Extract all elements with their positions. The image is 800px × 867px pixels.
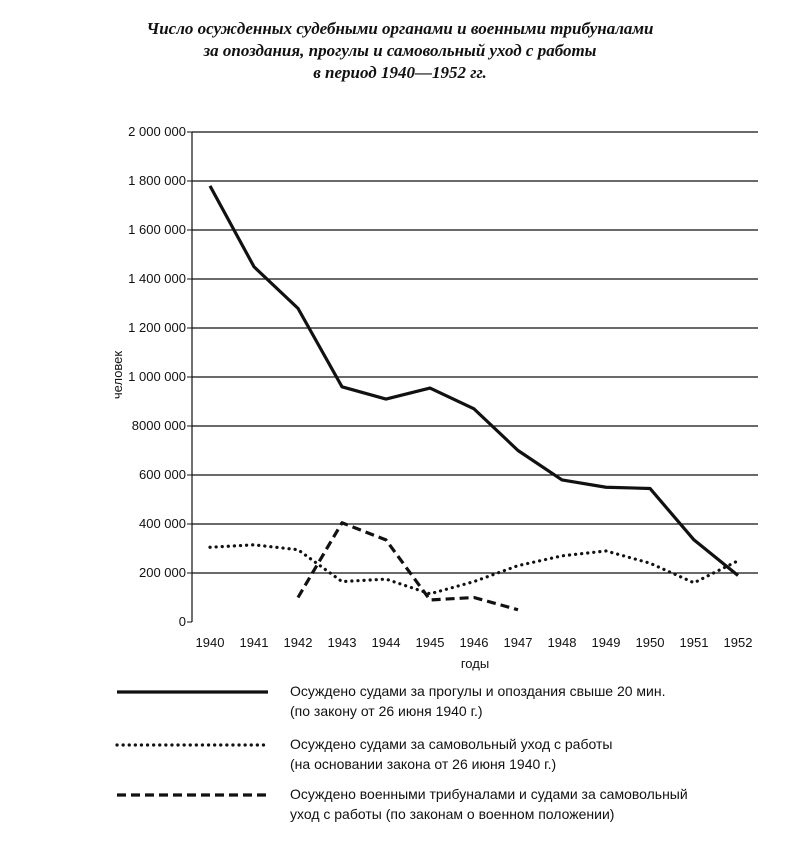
x-tick-label: 1952 <box>723 635 753 650</box>
gridlines <box>187 132 758 622</box>
x-tick-label: 1940 <box>195 635 225 650</box>
x-tick-label: 1944 <box>371 635 401 650</box>
y-tick-label: 1 800 000 <box>128 173 186 188</box>
y-tick-label: 2 000 000 <box>128 124 186 139</box>
x-tick-label: 1947 <box>503 635 533 650</box>
legend-label-line: Осуждено военными трибуналами и судами за самовольный <box>290 786 688 802</box>
y-tick-label: 0 <box>178 614 186 629</box>
series-line-dashed <box>298 523 518 610</box>
x-axis-ticks <box>196 635 753 650</box>
y-tick-label: 1 000 000 <box>128 369 186 384</box>
x-axis-label: годы <box>460 656 490 671</box>
x-tick-label: 1941 <box>239 635 269 650</box>
x-tick-label: 1946 <box>459 635 489 650</box>
y-tick-label: 1 200 000 <box>128 320 186 335</box>
legend-label-line: Осуждено судами за самовольный уход с работы <box>290 736 613 752</box>
y-axis-label: человек <box>110 350 125 400</box>
x-tick-label: 1945 <box>415 635 445 650</box>
y-axis-ticks <box>128 124 186 629</box>
x-tick-label: 1951 <box>679 635 709 650</box>
x-tick-label: 1950 <box>635 635 665 650</box>
y-tick-label: 600 000 <box>139 467 186 482</box>
legend-label-line: уход с работы (по законам о военном положении) <box>290 806 615 822</box>
legend-label-line: (по закону от 26 июня 1940 г.) <box>290 703 483 719</box>
x-tick-label: 1949 <box>591 635 621 650</box>
y-tick-label: 1 400 000 <box>128 271 186 286</box>
series-line-dotted <box>210 545 738 594</box>
legend-swatches <box>117 692 268 795</box>
x-tick-label: 1948 <box>547 635 577 650</box>
y-tick-label: 400 000 <box>139 516 186 531</box>
legend-label-line: (на основании закона от 26 июня 1940 г.) <box>290 756 557 772</box>
legend-entry-dotted <box>290 734 612 774</box>
legend-entry-dashed <box>290 784 688 824</box>
x-tick-label: 1943 <box>327 635 357 650</box>
y-tick-label: 200 000 <box>139 565 186 580</box>
legend-label-line: Осуждено судами за прогулы и опоздания свыше 20 мин. <box>290 683 666 699</box>
legend-entry-solid <box>290 681 666 721</box>
y-tick-label: 1 600 000 <box>128 222 186 237</box>
chart-title-line: за опоздания, прогулы и самовольный уход с работы <box>203 41 597 60</box>
chart-title-line: в период 1940—1952 гг. <box>313 63 487 82</box>
series-line-solid <box>210 186 738 576</box>
data-series <box>210 186 738 610</box>
x-tick-label: 1942 <box>283 635 313 650</box>
y-tick-label: 8000 000 <box>131 418 186 433</box>
chart-title-line: Число осужденных судебными органами и военными трибуналами <box>146 19 654 38</box>
